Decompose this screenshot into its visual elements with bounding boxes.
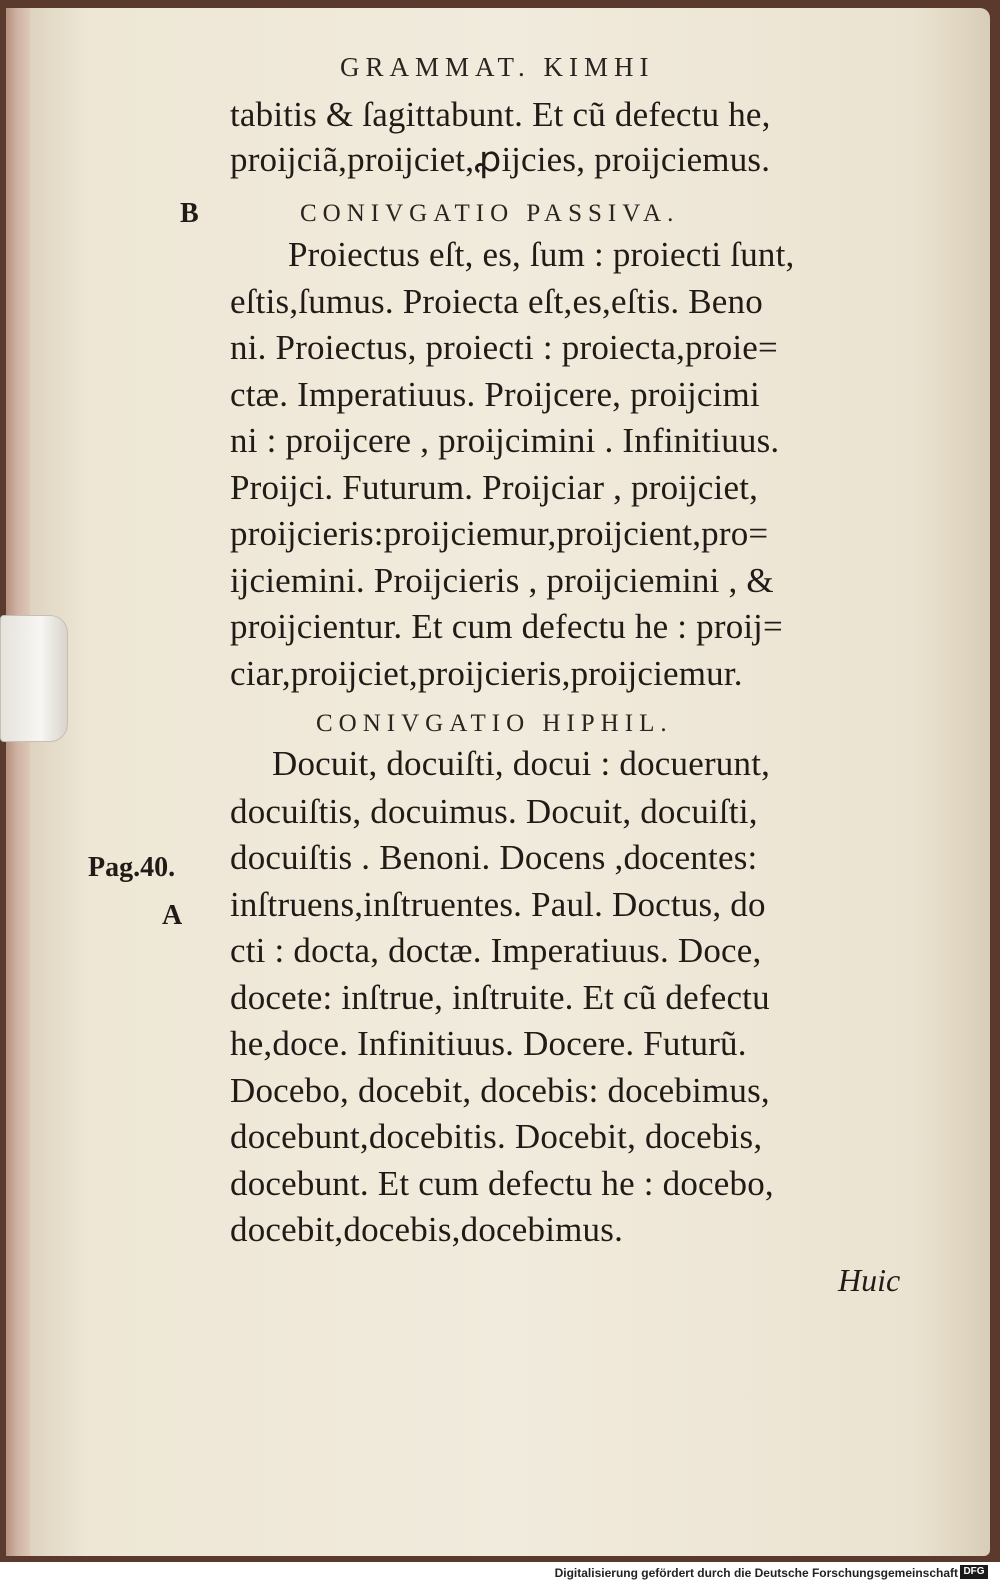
margin-note-a: A <box>162 900 183 931</box>
text-line: eſtis,ſumus. Proiecta eſt,es,eſtis. Beno <box>230 282 763 321</box>
section-heading-hiphil: CONIVGATIO HIPHIL. <box>316 710 673 737</box>
text-line: docete: inſtrue, inſtruite. Et cũ defectu <box>230 978 770 1017</box>
page-tab-marker <box>0 615 68 742</box>
text-line: docuiſtis . Benoni. Docens ,docentes: <box>230 838 758 877</box>
text-line: docebunt. Et cum defectu he : docebo, <box>230 1164 774 1203</box>
text-line: ĳciemini. Proĳcieris , proĳciemini , & <box>230 561 774 600</box>
text-line: Proĳci. Futurum. Proĳciar , proĳciet, <box>230 468 759 507</box>
text-line: Proiectus eſt, es, ſum : proiecti ſunt, <box>288 235 795 274</box>
text-line: tabitis & ſagittabunt. Et cũ defectu he, <box>230 95 771 134</box>
text-line: Docuit, docuiſti, docui : docuerunt, <box>272 744 771 783</box>
running-head: GRAMMAT. KIMHI <box>340 52 655 82</box>
margin-note-b: B <box>180 198 199 229</box>
margin-note-pag: Pag.40. <box>88 852 176 883</box>
dfg-logo: DFG <box>960 1565 988 1579</box>
text-line: proĳciã,proĳciet,ꝓĳcies, proĳciemus. <box>230 140 771 179</box>
footer-credit: Digitalisierung gefördert durch die Deutsche Forschungsgemeinschaft <box>554 1566 958 1580</box>
text-line: ctæ. Imperatiuus. Proĳcere, proĳcimi <box>230 375 760 414</box>
text-line: ni : proĳcere , proĳcimini . Infinitiuus. <box>230 421 780 460</box>
text-line: docebunt,docebitis. Docebit, docebis, <box>230 1117 763 1156</box>
text-line: he,doce. Infinitiuus. Docere. Futurũ. <box>230 1024 747 1063</box>
text-line: ciar,proĳciet,proĳcieris,proĳciemur. <box>230 654 743 693</box>
text-line: Docebo, docebit, docebis: docebimus, <box>230 1071 770 1110</box>
text-line: proĳcientur. Et cum defectu he : proĳ= <box>230 607 783 646</box>
text-line: docebit,docebis,docebimus. <box>230 1210 624 1249</box>
section-heading-passive: CONIVGATIO PASSIVA. <box>300 200 680 227</box>
text-line: ni. Proiectus, proiecti : proiecta,proie= <box>230 328 778 367</box>
text-line: proĳcieris:proĳciemur,proĳcient,pro= <box>230 514 769 553</box>
text-line: cti : docta, doctæ. Imperatiuus. Doce, <box>230 931 762 970</box>
catchword: Huic <box>838 1262 901 1298</box>
text-line: docuiſtis, docuimus. Docuit, docuiſti, <box>230 792 758 831</box>
text-line: inſtruens,inſtruentes. Paul. Doctus, do <box>230 885 766 924</box>
